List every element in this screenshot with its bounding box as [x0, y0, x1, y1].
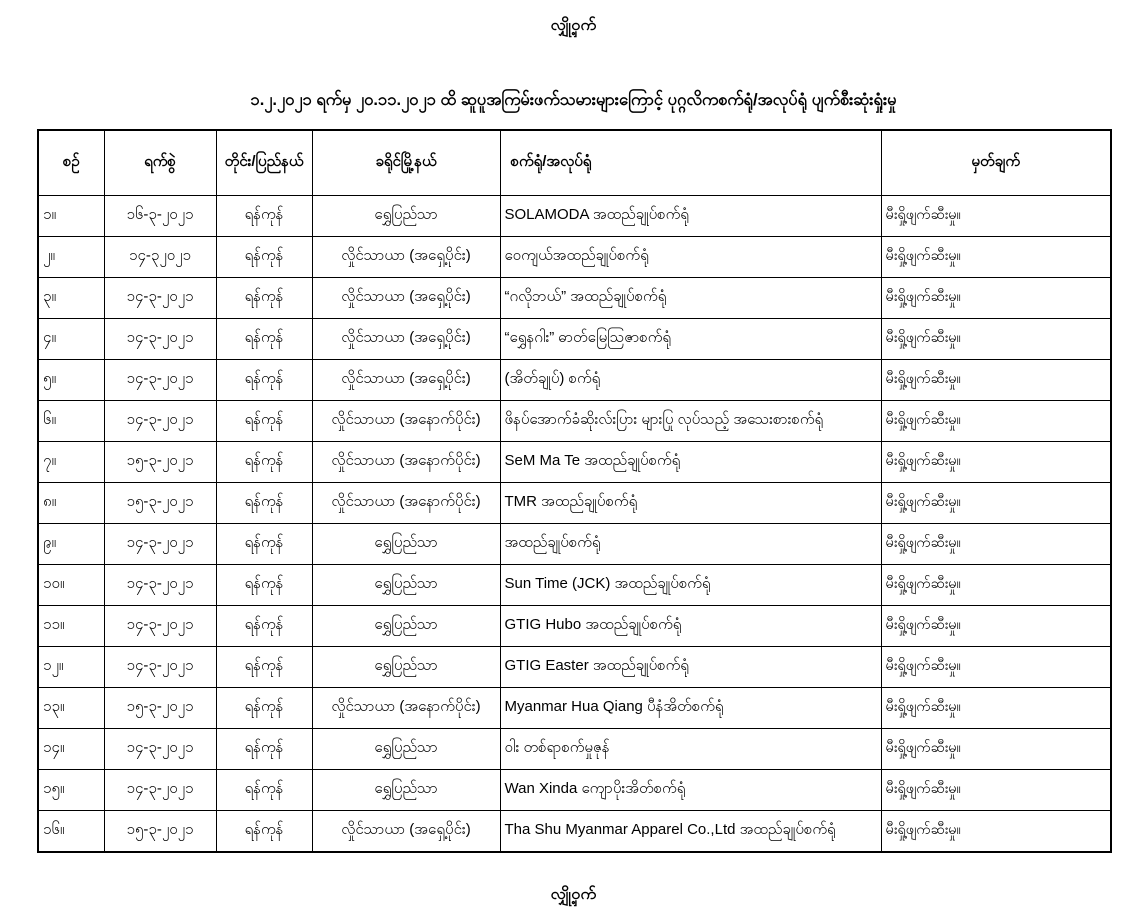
cell-township: ရွှေပြည်သာ: [312, 565, 500, 606]
cell-no: ၂။: [38, 237, 104, 278]
cell-factory: Myanmar Hua Qiang ပီနံအိတ်စက်ရုံ: [500, 688, 881, 729]
table-row: [38, 647, 1111, 688]
cell-factory: GTIG Easter အထည်ချုပ်စက်ရုံ: [500, 647, 881, 688]
cell-township: လှိုင်သာယာ (အနောက်ပိုင်း): [312, 442, 500, 483]
cell-township: လှိုင်သာယာ (အရှေ့ပိုင်း): [312, 237, 500, 278]
cell-region: ရန်ကုန်: [216, 360, 312, 401]
cell-factory: SOLAMODA အထည်ချုပ်စက်ရုံ: [500, 196, 881, 237]
cell-township: လှိုင်သာယာ (အရှေ့ပိုင်း): [312, 811, 500, 853]
table-row: [38, 606, 1111, 647]
cell-date: ၁၄-၃-၂၀၂၁: [104, 606, 216, 647]
cell-township: လှိုင်သာယာ (အနောက်ပိုင်း): [312, 483, 500, 524]
cell-no: ၁၄။: [38, 729, 104, 770]
table-row: [38, 770, 1111, 811]
page-title: ၁.၂.၂၀၂၁ ရက်မှ ၂၀.၁၁.၂၀၂၁ ထိ ဆူပူအကြမ်းဖက်သမားများကြောင့် ပုဂ္ဂလိကစက်ရုံ/အလုပ်ရုံ ပျက်စီးဆုံးရှုံးမှု: [250, 91, 897, 109]
cell-remark: မီးရှို့ဖျက်ဆီးမှု။: [881, 647, 1111, 688]
cell-township: ရွှေပြည်သာ: [312, 524, 500, 565]
cell-factory: ဖိနပ်အောက်ခံဆိုးလ်းပြား များပြု လုပ်သည့် အသေးစားစက်ရုံ: [500, 401, 881, 442]
cell-township: ရွှေပြည်သာ: [312, 770, 500, 811]
cell-remark: မီးရှို့ဖျက်ဆီးမှု။: [881, 442, 1111, 483]
cell-date: ၁၄-၃-၂၀၂၁: [104, 524, 216, 565]
cell-date: ၁၄-၃-၂၀၂၁: [104, 401, 216, 442]
cell-no: ၃။: [38, 278, 104, 319]
cell-no: ၄။: [38, 319, 104, 360]
table-row: [38, 237, 1111, 278]
cell-region: ရန်ကုန်: [216, 811, 312, 853]
cell-township: ရွှေပြည်သာ: [312, 729, 500, 770]
cell-factory: SeM Ma Te အထည်ချုပ်စက်ရုံ: [500, 442, 881, 483]
header-date: ရက်စွဲ: [104, 130, 216, 196]
header-row: [38, 130, 1111, 196]
cell-remark: မီးရှို့ဖျက်ဆီးမှု။: [881, 196, 1111, 237]
cell-factory: Sun Time (JCK) အထည်ချုပ်စက်ရုံ: [500, 565, 881, 606]
cell-no: ၁၂။: [38, 647, 104, 688]
cell-township: ရွှေပြည်သာ: [312, 647, 500, 688]
cell-date: ၁၄-၃-၂၀၂၁: [104, 565, 216, 606]
cell-factory: TMR အထည်ချုပ်စက်ရုံ: [500, 483, 881, 524]
cell-region: ရန်ကုန်: [216, 688, 312, 729]
table-row: [38, 565, 1111, 606]
cell-date: ၁၄-၃-၂၀၂၁: [104, 729, 216, 770]
cell-township: လှိုင်သာယာ (အနောက်ပိုင်း): [312, 688, 500, 729]
cell-remark: မီးရှို့ဖျက်ဆီးမှု။: [881, 688, 1111, 729]
cell-date: ၁၅-၃-၂၀၂၁: [104, 483, 216, 524]
cell-no: ၆။: [38, 401, 104, 442]
table-row: [38, 811, 1111, 853]
cell-no: ၁။: [38, 196, 104, 237]
cell-factory: “ဂလိုဘယ်” အထည်ချုပ်စက်ရုံ: [500, 278, 881, 319]
cell-township: ရွှေပြည်သာ: [312, 196, 500, 237]
cell-remark: မီးရှို့ဖျက်ဆီးမှု။: [881, 401, 1111, 442]
cell-date: ၁၅-၃-၂၀၂၁: [104, 811, 216, 853]
cell-factory: ဝါး တစ်ရာစက်မှုဇုန်: [500, 729, 881, 770]
cell-no: ၈။: [38, 483, 104, 524]
cell-factory: Wan Xinda ကျောပိုးအိတ်စက်ရုံ: [500, 770, 881, 811]
cell-remark: မီးရှို့ဖျက်ဆီးမှု။: [881, 811, 1111, 853]
table-row: [38, 319, 1111, 360]
cell-region: ရန်ကုန်: [216, 606, 312, 647]
damage-report-table: [37, 129, 1112, 853]
cell-factory: ဝေကျယ်အထည်ချုပ်စက်ရုံ: [500, 237, 881, 278]
cell-township: လှိုင်သာယာ (အရှေ့ပိုင်း): [312, 278, 500, 319]
table-row: [38, 688, 1111, 729]
cell-date: ၁၄-၃-၂၀၂၁: [104, 647, 216, 688]
cell-remark: မီးရှို့ဖျက်ဆီးမှု။: [881, 565, 1111, 606]
cell-remark: မီးရှို့ဖျက်ဆီးမှု။: [881, 237, 1111, 278]
header-no: စဉ်: [38, 130, 104, 196]
cell-region: ရန်ကုန်: [216, 647, 312, 688]
cell-township: လှိုင်သာယာ (အနောက်ပိုင်း): [312, 401, 500, 442]
cell-region: ရန်ကုန်: [216, 524, 312, 565]
cell-remark: မီးရှို့ဖျက်ဆီးမှု။: [881, 483, 1111, 524]
cell-factory: GTIG Hubo အထည်ချုပ်စက်ရုံ: [500, 606, 881, 647]
cell-region: ရန်ကုန်: [216, 237, 312, 278]
cell-no: ၁၁။: [38, 606, 104, 647]
cell-region: ရန်ကုန်: [216, 401, 312, 442]
cell-date: ၁၆-၃-၂၀၂၁: [104, 196, 216, 237]
cell-remark: မီးရှို့ဖျက်ဆီးမှု။: [881, 770, 1111, 811]
cell-township: လှိုင်သာယာ (အရှေ့ပိုင်း): [312, 360, 500, 401]
cell-township: လှိုင်သာယာ (အရှေ့ပိုင်း): [312, 319, 500, 360]
table-row: [38, 483, 1111, 524]
cell-factory: အထည်ချုပ်စက်ရုံ: [500, 524, 881, 565]
cell-township: ရွှေပြည်သာ: [312, 606, 500, 647]
cell-no: ၅။: [38, 360, 104, 401]
cell-factory: “ရွှေနဂါး” ဓာတ်မြေဩဇာစက်ရုံ: [500, 319, 881, 360]
cell-date: ၁၅-၃-၂၀၂၁: [104, 442, 216, 483]
cell-remark: မီးရှို့ဖျက်ဆီးမှု။: [881, 524, 1111, 565]
classification-marking-top: လျှို့ဝှက်: [550, 17, 597, 34]
cell-remark: မီးရှို့ဖျက်ဆီးမှု။: [881, 278, 1111, 319]
header-township: ခရိုင်မြို့နယ်: [312, 130, 500, 196]
cell-factory: (အိတ်ချုပ်) စက်ရုံ: [500, 360, 881, 401]
cell-date: ၁၄-၃-၂၀၂၁: [104, 319, 216, 360]
cell-region: ရန်ကုန်: [216, 278, 312, 319]
cell-date: ၁၄-၃-၂၀၂၁: [104, 360, 216, 401]
cell-region: ရန်ကုန်: [216, 770, 312, 811]
cell-no: ၁၆။: [38, 811, 104, 853]
table-row: [38, 196, 1111, 237]
table-row: [38, 524, 1111, 565]
cell-remark: မီးရှို့ဖျက်ဆီးမှု။: [881, 729, 1111, 770]
cell-date: ၁၄-၃-၂၀၂၁: [104, 770, 216, 811]
classification-marking-bottom: လျှို့ဝှက်: [550, 886, 597, 903]
header-remark: မှတ်ချက်: [881, 130, 1111, 196]
table-body: [38, 196, 1111, 853]
cell-remark: မီးရှို့ဖျက်ဆီးမှု။: [881, 606, 1111, 647]
cell-region: ရန်ကုန်: [216, 319, 312, 360]
table-row: [38, 360, 1111, 401]
header-region: တိုင်း/ပြည်နယ်: [216, 130, 312, 196]
cell-no: ၁၅။: [38, 770, 104, 811]
table-row: [38, 442, 1111, 483]
cell-region: ရန်ကုန်: [216, 565, 312, 606]
table-row: [38, 729, 1111, 770]
header-factory: စက်ရုံ/အလုပ်ရုံ: [500, 130, 881, 196]
cell-no: ၉။: [38, 524, 104, 565]
cell-no: ၁၃။: [38, 688, 104, 729]
cell-date: ၁၄-၃-၂၀၂၁: [104, 278, 216, 319]
cell-no: ၁၀။: [38, 565, 104, 606]
cell-region: ရန်ကုန်: [216, 196, 312, 237]
cell-region: ရန်ကုန်: [216, 442, 312, 483]
cell-region: ရန်ကုန်: [216, 729, 312, 770]
cell-remark: မီးရှို့ဖျက်ဆီးမှု။: [881, 360, 1111, 401]
table-header: [38, 130, 1111, 196]
cell-factory: Tha Shu Myanmar Apparel Co.,Ltd အထည်ချုပ်စက်ရုံ: [500, 811, 881, 853]
table-row: [38, 278, 1111, 319]
cell-remark: မီးရှို့ဖျက်ဆီးမှု။: [881, 319, 1111, 360]
cell-date: ၁၄-၃၂၀၂၁: [104, 237, 216, 278]
cell-region: ရန်ကုန်: [216, 483, 312, 524]
damage-report-table-wrap: [37, 129, 1111, 853]
cell-date: ၁၅-၃-၂၀၂၁: [104, 688, 216, 729]
cell-no: ၇။: [38, 442, 104, 483]
table-row: [38, 401, 1111, 442]
